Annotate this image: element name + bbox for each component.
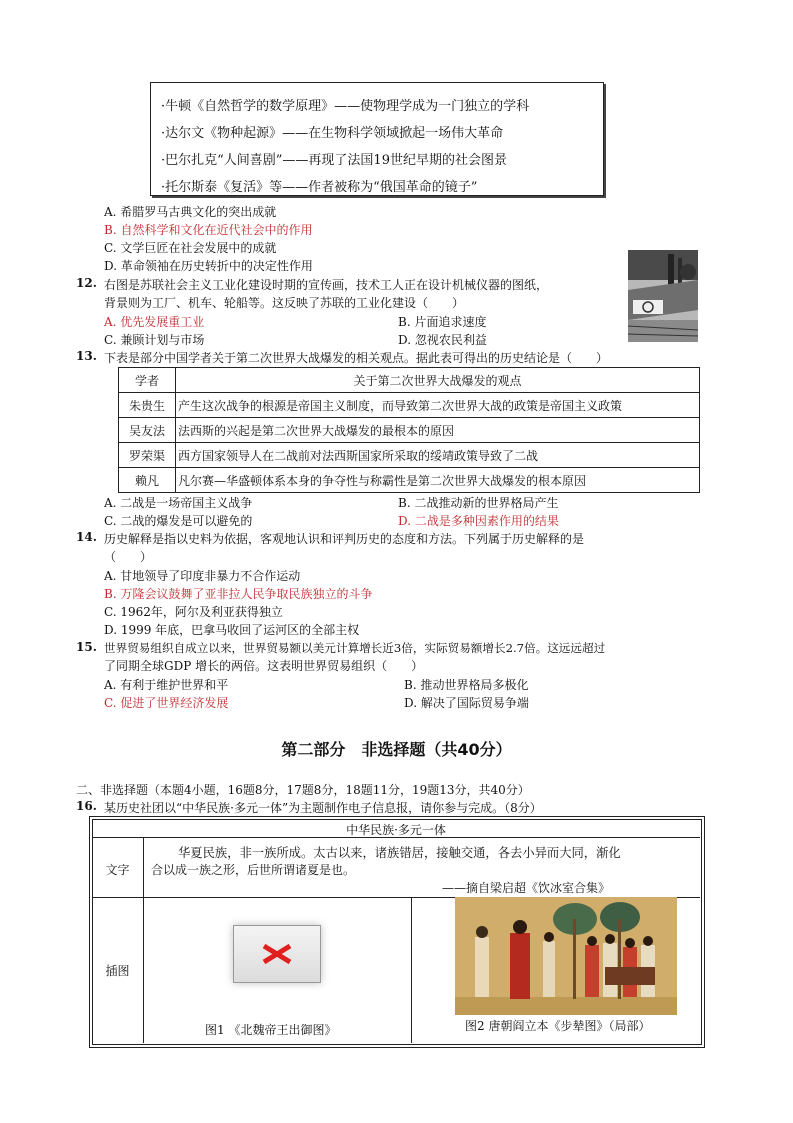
- q14-option-b: B. 万隆会议鼓舞了亚非拉人民争取民族独立的斗争: [104, 587, 373, 601]
- table-cell: 朱贵生: [119, 393, 176, 418]
- table-cell: 西方国家领导人在二战前对法西斯国家所采取的绥靖政策导致了二战: [176, 443, 700, 468]
- q12-stem-line2: 背景则为工厂、机车、轮船等。这反映了苏联的工业化建设（ ）: [104, 296, 465, 310]
- q12-option-b: B. 片面追求速度: [398, 315, 487, 329]
- q16-table-title: 中华民族·多元一体: [346, 823, 446, 837]
- figure2-caption: 图2 唐朝阎立本《步辇图》（局部）: [465, 1019, 651, 1033]
- q11-option-b: B. 自然科学和文化在近代社会中的作用: [104, 223, 313, 237]
- text-passage-line1: 华夏民族，非一族所成。太古以来，诸族错居，接触交通，各去小异而大同，渐化: [178, 846, 621, 860]
- q13-table: [118, 367, 700, 493]
- table-row: [119, 443, 700, 468]
- section2-heading: 二、非选择题（本题4小题，16题8分，17题8分，18题11分，19题13分，共40分）: [76, 783, 530, 797]
- table-header-cell: 学者: [119, 368, 176, 393]
- table-divider: [143, 837, 144, 1043]
- part2-title: 第二部分 非选择题（共40分）: [281, 740, 512, 759]
- text-passage-line2: 合以成一族之形，后世所谓诸夏是也。: [151, 863, 356, 877]
- q13-option-b: B. 二战推动新的世界格局产生: [398, 496, 559, 510]
- q15-stem-line1: 世界贸易组织自成立以来，世界贸易额以美元计算增长近3倍，实际贸易额增长2.7倍。这远远超过: [104, 641, 606, 655]
- quote-line: ·牛顿《自然哲学的数学原理》——使物理学成为一门独立的学科: [161, 99, 530, 114]
- q15-option-d: D. 解决了国际贸易争端: [404, 696, 529, 710]
- row-label-illustration: 插图: [105, 964, 130, 978]
- table-cell: 罗荣渠: [119, 443, 176, 468]
- q16-number: 16.: [76, 799, 97, 813]
- table-row: [119, 393, 700, 418]
- q14-stem-line2: （ ）: [104, 550, 153, 564]
- quote-line: ·托尔斯泰《复活》等——作者被称为“俄国革命的镜子”: [161, 180, 478, 195]
- figure1-caption: 图1 《北魏帝王出御图》: [205, 1023, 337, 1037]
- table-row: [119, 468, 700, 493]
- quote-line: ·巴尔扎克“人间喜剧”——再现了法国19世纪早期的社会图景: [161, 153, 507, 168]
- q13-stem: 下表是部分中国学者关于第二次世界大战爆发的相关观点。据此表可得出的历史结论是（ ）: [104, 351, 609, 365]
- q14-option-a: A. 甘地领导了印度非暴力不合作运动: [104, 569, 301, 583]
- q12-option-d: D. 忽视农民利益: [398, 333, 487, 347]
- q14-stem-line1: 历史解释是指以史料为依据，客观地认识和评判历史的态度和方法。下列属于历史解释的是: [104, 532, 585, 546]
- q14-option-c: C. 1962年，阿尔及利亚获得独立: [104, 605, 283, 619]
- q11-option-c: C. 文学巨匠在社会发展中的成就: [104, 241, 277, 255]
- table-header-cell: 关于第二次世界大战爆发的观点: [176, 368, 700, 393]
- table-cell: 凡尔赛—华盛顿体系本身的争夺性与称霸性是第二次世界大战爆发的根本原因: [176, 468, 700, 493]
- q12-option-c: C. 兼顾计划与市场: [104, 333, 205, 347]
- q15-option-a: A. 有利于维护世界和平: [104, 678, 229, 692]
- q11-option-a: A. 希腊罗马古典文化的突出成就: [104, 205, 277, 219]
- broken-image-icon: [233, 925, 321, 983]
- table-cell: 吴友法: [119, 418, 176, 443]
- text-passage-source: ——摘自梁启超《饮冰室合集》: [442, 881, 611, 895]
- q13-number: 13.: [76, 349, 97, 363]
- q16-stem: 某历史社团以“中华民族·多元一体”为主题制作电子信息报，请你参与完成。（8分）: [104, 801, 542, 815]
- propaganda-poster-image: [628, 250, 698, 342]
- table-cell: 赖凡: [119, 468, 176, 493]
- q15-option-b: B. 推动世界格局多极化: [404, 678, 529, 692]
- q13-option-d: D. 二战是多种因素作用的结果: [398, 514, 559, 528]
- q13-option-c: C. 二战的爆发是可以避免的: [104, 514, 253, 528]
- bunian-painting-image: [455, 897, 677, 1015]
- table-cell: 产生这次战争的根源是帝国主义制度，而导致第二次世界大战的政策是帝国主义政策: [176, 393, 700, 418]
- table-cell: 法西斯的兴起是第二次世界大战爆发的最根本的原因: [176, 418, 700, 443]
- q11-option-d: D. 革命领袖在历史转折中的决定性作用: [104, 259, 313, 273]
- q12-number: 12.: [76, 276, 97, 290]
- quote-box: [150, 82, 604, 196]
- q15-stem-line2: 了同期全球GDP 增长的两倍。这表明世界贸易组织（ ）: [104, 659, 424, 673]
- quote-line: ·达尔文《物种起源》——在生物科学领域掀起一场伟大革命: [161, 126, 504, 141]
- q13-option-a: A. 二战是一场帝国主义战争: [104, 496, 253, 510]
- q12-stem-line1: 右图是苏联社会主义工业化建设时期的宣传画，技术工人正在设计机械仪器的图纸，: [104, 278, 549, 292]
- q12-option-a: A. 优先发展重工业: [104, 315, 205, 329]
- q14-number: 14.: [76, 530, 97, 544]
- q15-number: 15.: [76, 640, 97, 654]
- q15-option-c: C. 促进了世界经济发展: [104, 696, 229, 710]
- table-header-row: [119, 368, 700, 393]
- table-divider: [411, 897, 412, 1043]
- table-row: [119, 418, 700, 443]
- q14-option-d: D. 1999 年底，巴拿马收回了运河区的全部主权: [104, 623, 360, 637]
- row-label-text: 文字: [105, 863, 130, 877]
